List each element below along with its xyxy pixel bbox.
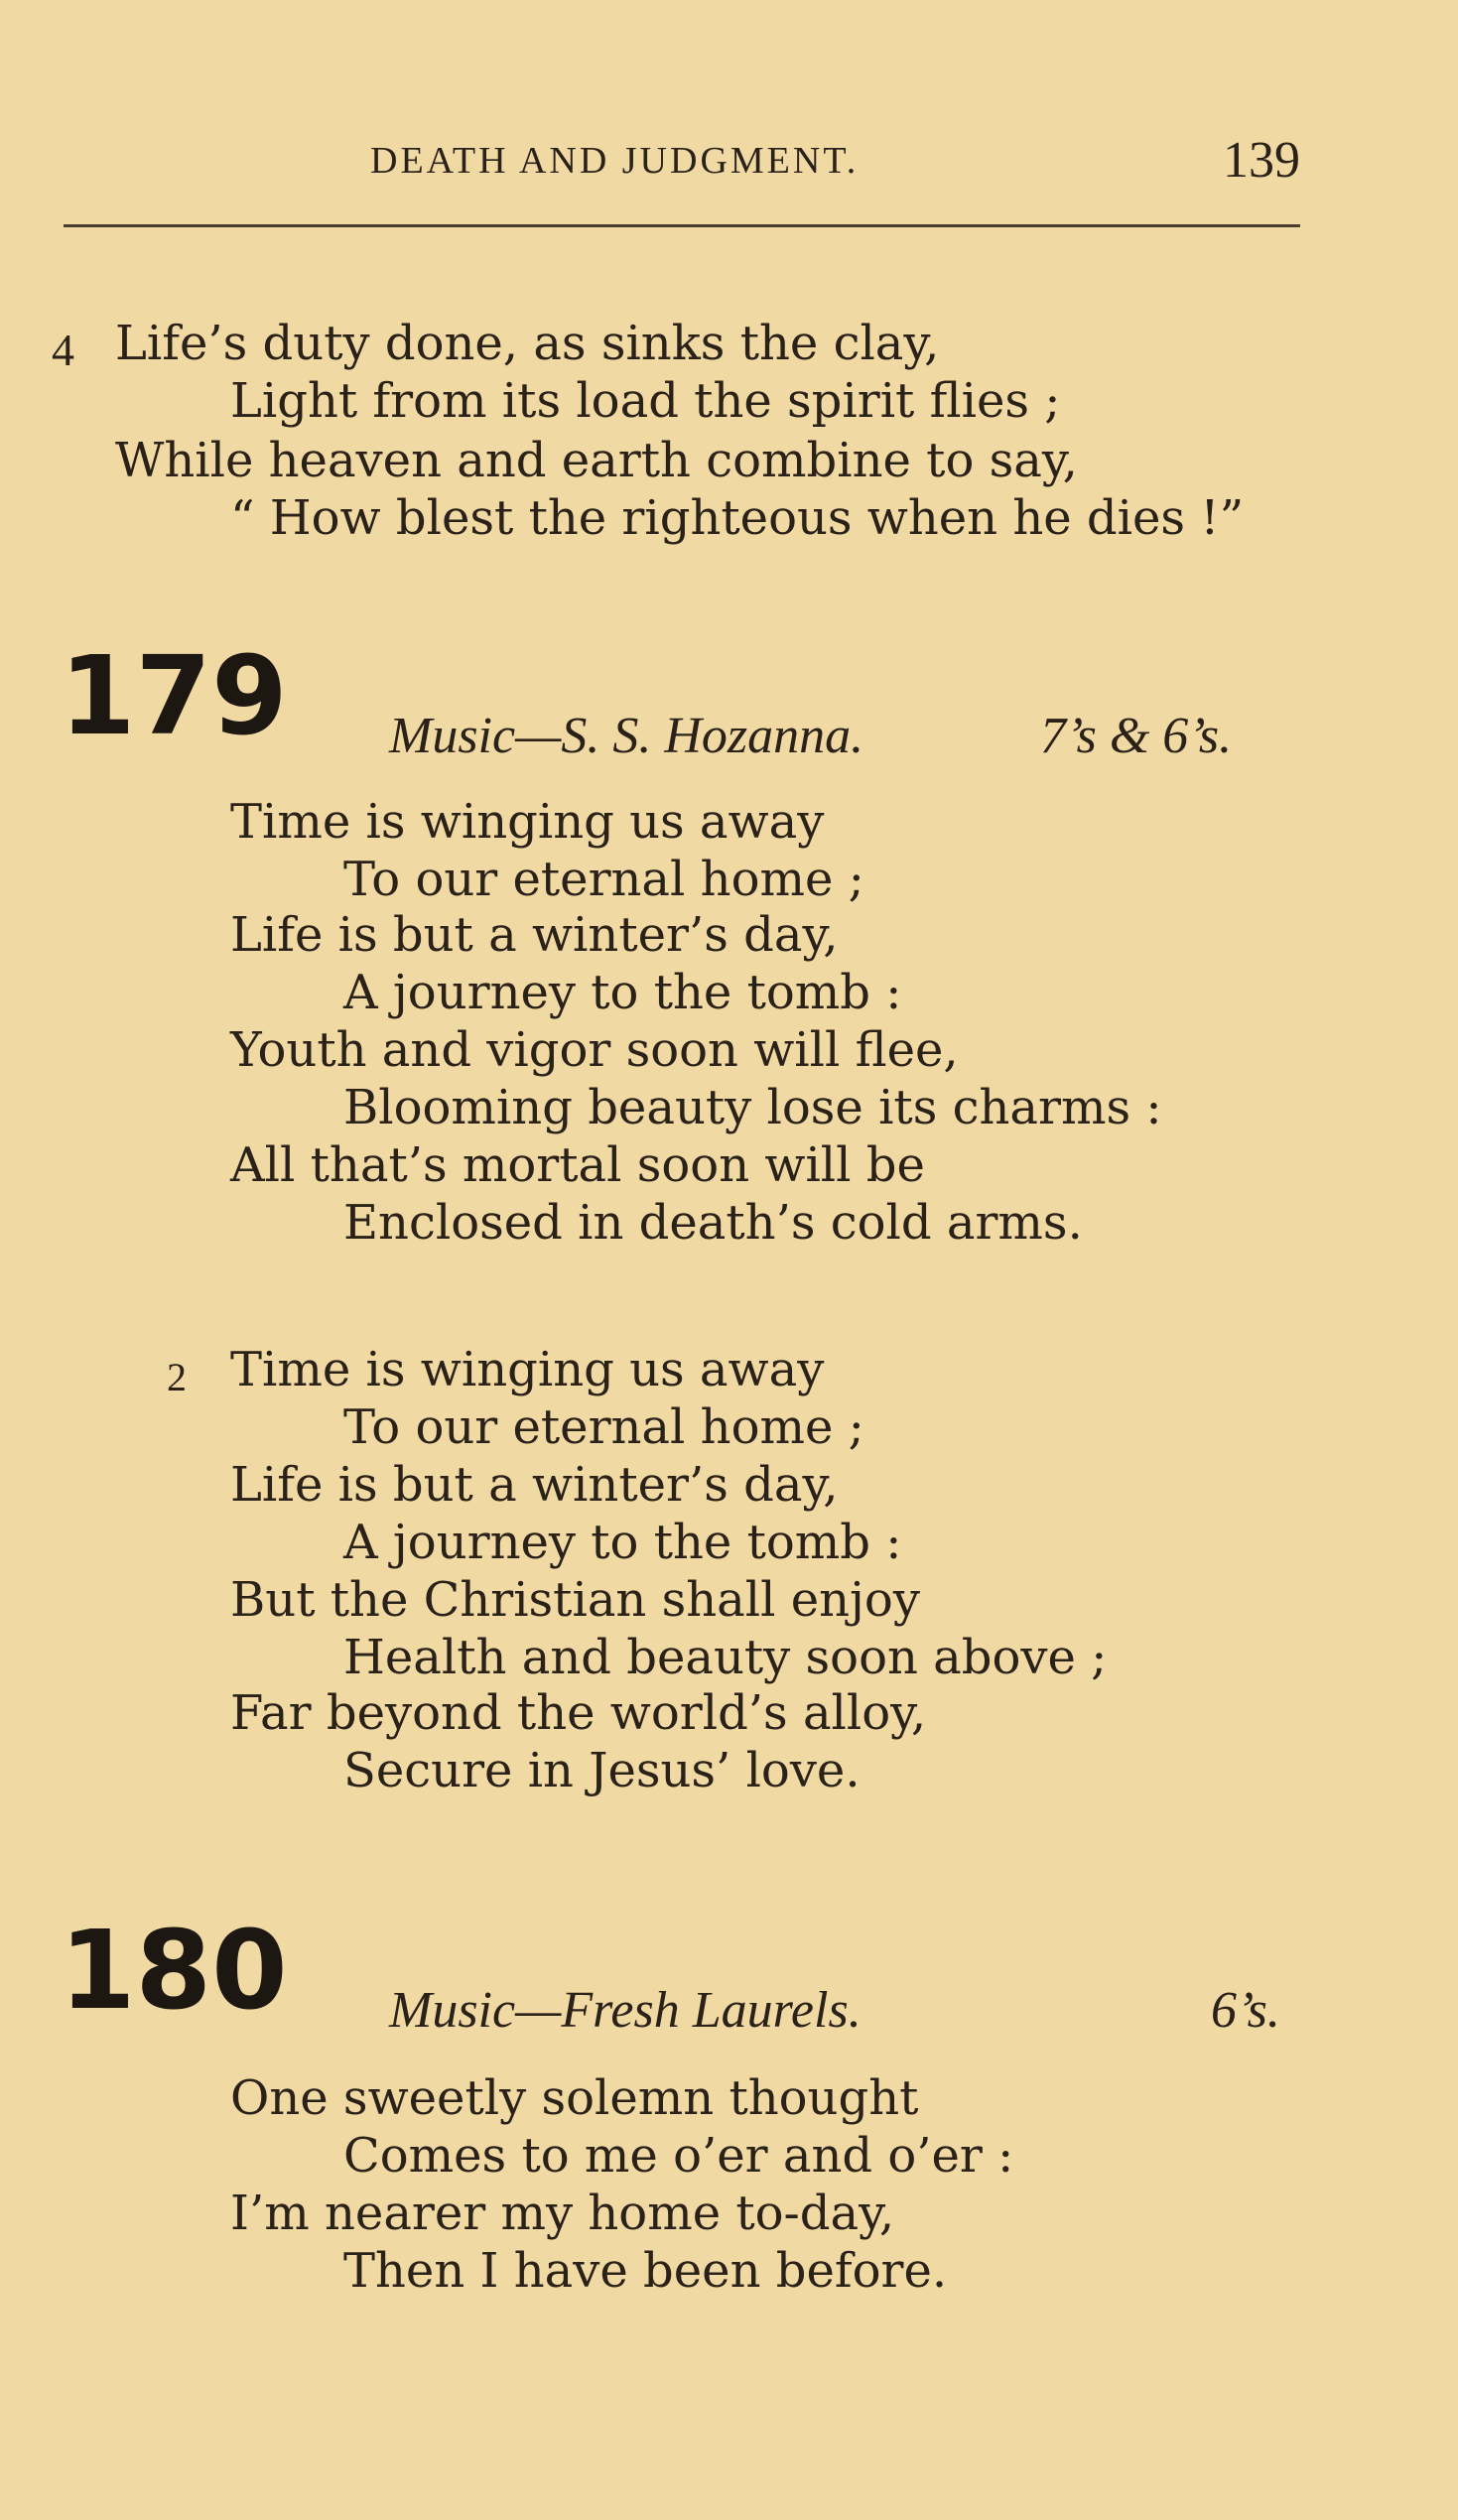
verse-line: Time is winging us away: [230, 1342, 825, 1397]
verse-line: Youth and vigor soon will flee,: [230, 1022, 959, 1078]
tune-name: Music—S. S. Hozanna.: [389, 708, 864, 764]
stanza-number: 4: [52, 325, 74, 375]
verse-line: Light from its load the spirit flies ;: [230, 373, 1061, 429]
verse-line: Life’s duty done, as sinks the clay,: [115, 316, 940, 371]
verse-line: One sweetly solemn thought: [230, 2070, 919, 2126]
meter: 7’s & 6’s.: [1040, 708, 1233, 764]
verse-line: But the Christian shall enjoy: [230, 1572, 920, 1628]
hymn-number: 179: [60, 632, 288, 759]
verse-line: While heaven and earth combine to say,: [115, 433, 1078, 488]
verse-line: Life is but a winter’s day,: [230, 1457, 839, 1513]
running-title: DEATH AND JUDGMENT.: [370, 140, 860, 182]
page-number: 139: [1223, 132, 1300, 189]
verse-line: A journey to the tomb :: [343, 965, 902, 1020]
verse-line: All that’s mortal soon will be: [230, 1137, 925, 1193]
tune-name: Music—Fresh Laurels.: [389, 1982, 862, 2039]
verse-line: I’m nearer my home to-day,: [230, 2186, 895, 2241]
verse-line: Then I have been before.: [343, 2243, 948, 2299]
header-rule: [64, 224, 1300, 227]
verse-line: “ How blest the righteous when he dies !”: [230, 490, 1245, 546]
verse-line: Life is but a winter’s day,: [230, 907, 839, 963]
verse-line: A journey to the tomb :: [343, 1515, 902, 1570]
verse-line: Far beyond the world’s alloy,: [230, 1685, 927, 1741]
verse-line: Enclosed in death’s cold arms.: [343, 1195, 1083, 1251]
verse-line: Secure in Jesus’ love.: [343, 1743, 861, 1798]
hymn-number: 180: [60, 1907, 288, 2034]
verse-line: Comes to me o’er and o’er :: [343, 2128, 1014, 2184]
verse-line: To our eternal home ;: [343, 852, 864, 907]
stanza-number: 2: [167, 1355, 187, 1399]
verse-line: To our eternal home ;: [343, 1399, 864, 1455]
verse-line: Health and beauty soon above ;: [343, 1630, 1108, 1685]
verse-line: Blooming beauty lose its charms :: [343, 1080, 1162, 1135]
verse-line: Time is winging us away: [230, 794, 825, 850]
meter: 6’s.: [1211, 1982, 1280, 2039]
